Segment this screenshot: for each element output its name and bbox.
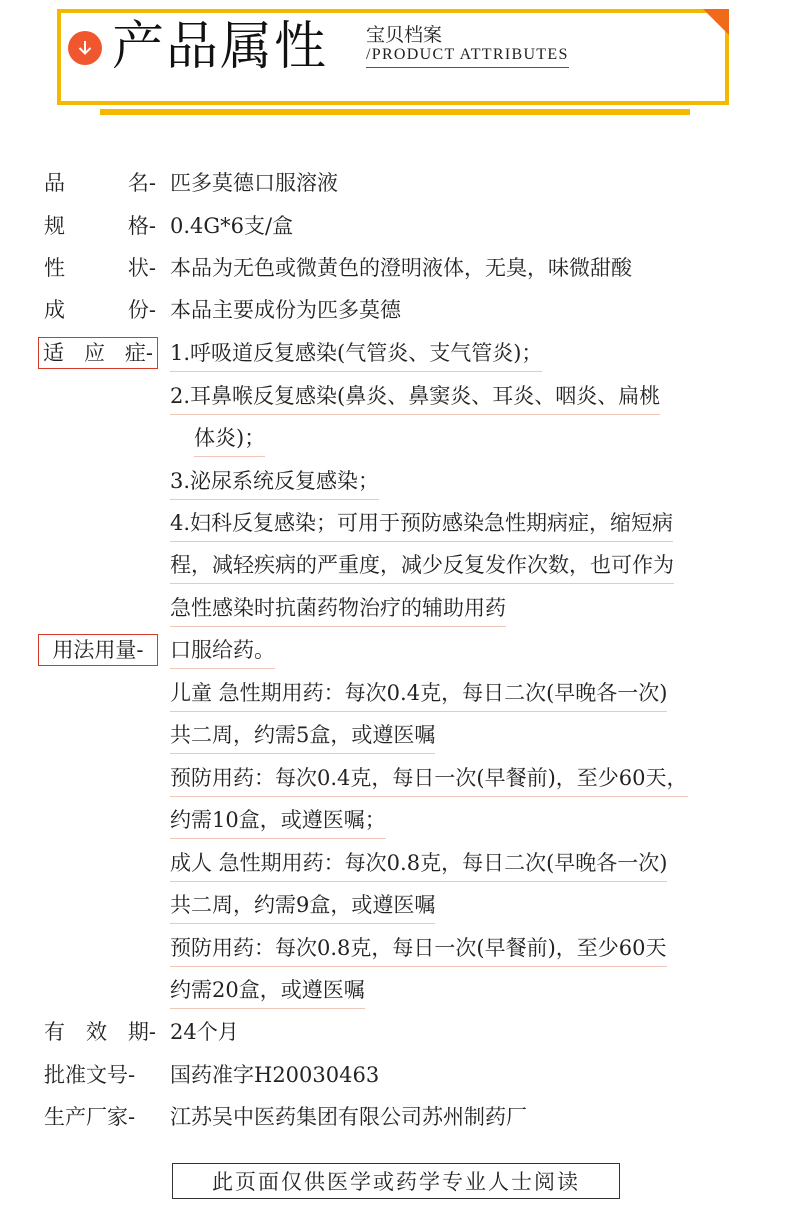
attr-value: 匹多莫德口服溶液: [170, 171, 338, 195]
attr-label: 性 状-: [44, 256, 156, 280]
attr-label: 有 效 期-: [44, 1020, 156, 1044]
corner-triangle: [703, 9, 729, 35]
usage-line: 成人 急性期用药：每次0.8克，每日二次(早晚各一次): [170, 848, 667, 882]
usage-line: 共二周，约需9盒，或遵医嘱: [170, 890, 435, 924]
attr-label: 成 份-: [44, 298, 156, 322]
attr-value: 江苏吴中医药集团有限公司苏州制药厂: [170, 1105, 527, 1129]
usage-line: 预防用药：每次0.4克，每日一次(早餐前)，至少60天，: [170, 763, 688, 797]
indication-line: 1.呼吸道反复感染(气管炎、支气管炎)；: [170, 338, 542, 372]
chevron-down-icon: [68, 31, 102, 65]
banner-underline: [100, 109, 690, 115]
subtitle-cn: 宝贝档案: [366, 24, 443, 46]
usage-line: 约需10盒，或遵医嘱；: [170, 805, 386, 839]
usage-line: 口服给药。: [170, 635, 275, 669]
attr-label: 规 格-: [44, 214, 156, 238]
indication-line: 程，减轻疾病的严重度，减少反复发作次数，也可作为: [170, 550, 674, 584]
subtitle-en: /PRODUCT ATTRIBUTES: [366, 46, 569, 68]
usage-line: 儿童 急性期用药：每次0.4克，每日二次(早晚各一次): [170, 678, 667, 712]
professional-notice: 此页面仅供医学或药学专业人士阅读: [172, 1163, 620, 1199]
attr-label: 生产厂家-: [44, 1105, 136, 1129]
attr-value: 本品主要成份为匹多莫德: [170, 298, 401, 322]
indication-line: 体炎)；: [194, 423, 265, 457]
attr-value: 0.4G*6支/盒: [170, 214, 294, 238]
page-title: 产品属性: [112, 17, 329, 77]
indication-line: 2.耳鼻喉反复感染(鼻炎、鼻窦炎、耳炎、咽炎、扁桃: [170, 381, 660, 415]
attr-value: 国药准字H20030463: [170, 1063, 380, 1087]
usage-line: 共二周，约需5盒，或遵医嘱: [170, 720, 435, 754]
attr-label-boxed: 适 应 症-: [38, 337, 158, 369]
usage-line: 预防用药：每次0.8克，每日一次(早餐前)，至少60天: [170, 933, 667, 967]
attr-label: 批准文号-: [44, 1063, 136, 1087]
usage-line: 约需20盒，或遵医嘱: [170, 975, 365, 1009]
indication-line: 3.泌尿系统反复感染；: [170, 466, 379, 500]
attr-label: 品 名-: [44, 171, 156, 195]
attr-value: 本品为无色或微黄色的澄明液体，无臭，味微甜酸: [170, 256, 632, 280]
attr-label-boxed: 用法用量-: [38, 634, 158, 666]
attr-value: 24个月: [170, 1020, 239, 1044]
indication-line: 急性感染时抗菌药物治疗的辅助用药: [170, 593, 506, 627]
indication-line: 4.妇科反复感染；可用于预防感染急性期病症，缩短病: [170, 508, 673, 542]
